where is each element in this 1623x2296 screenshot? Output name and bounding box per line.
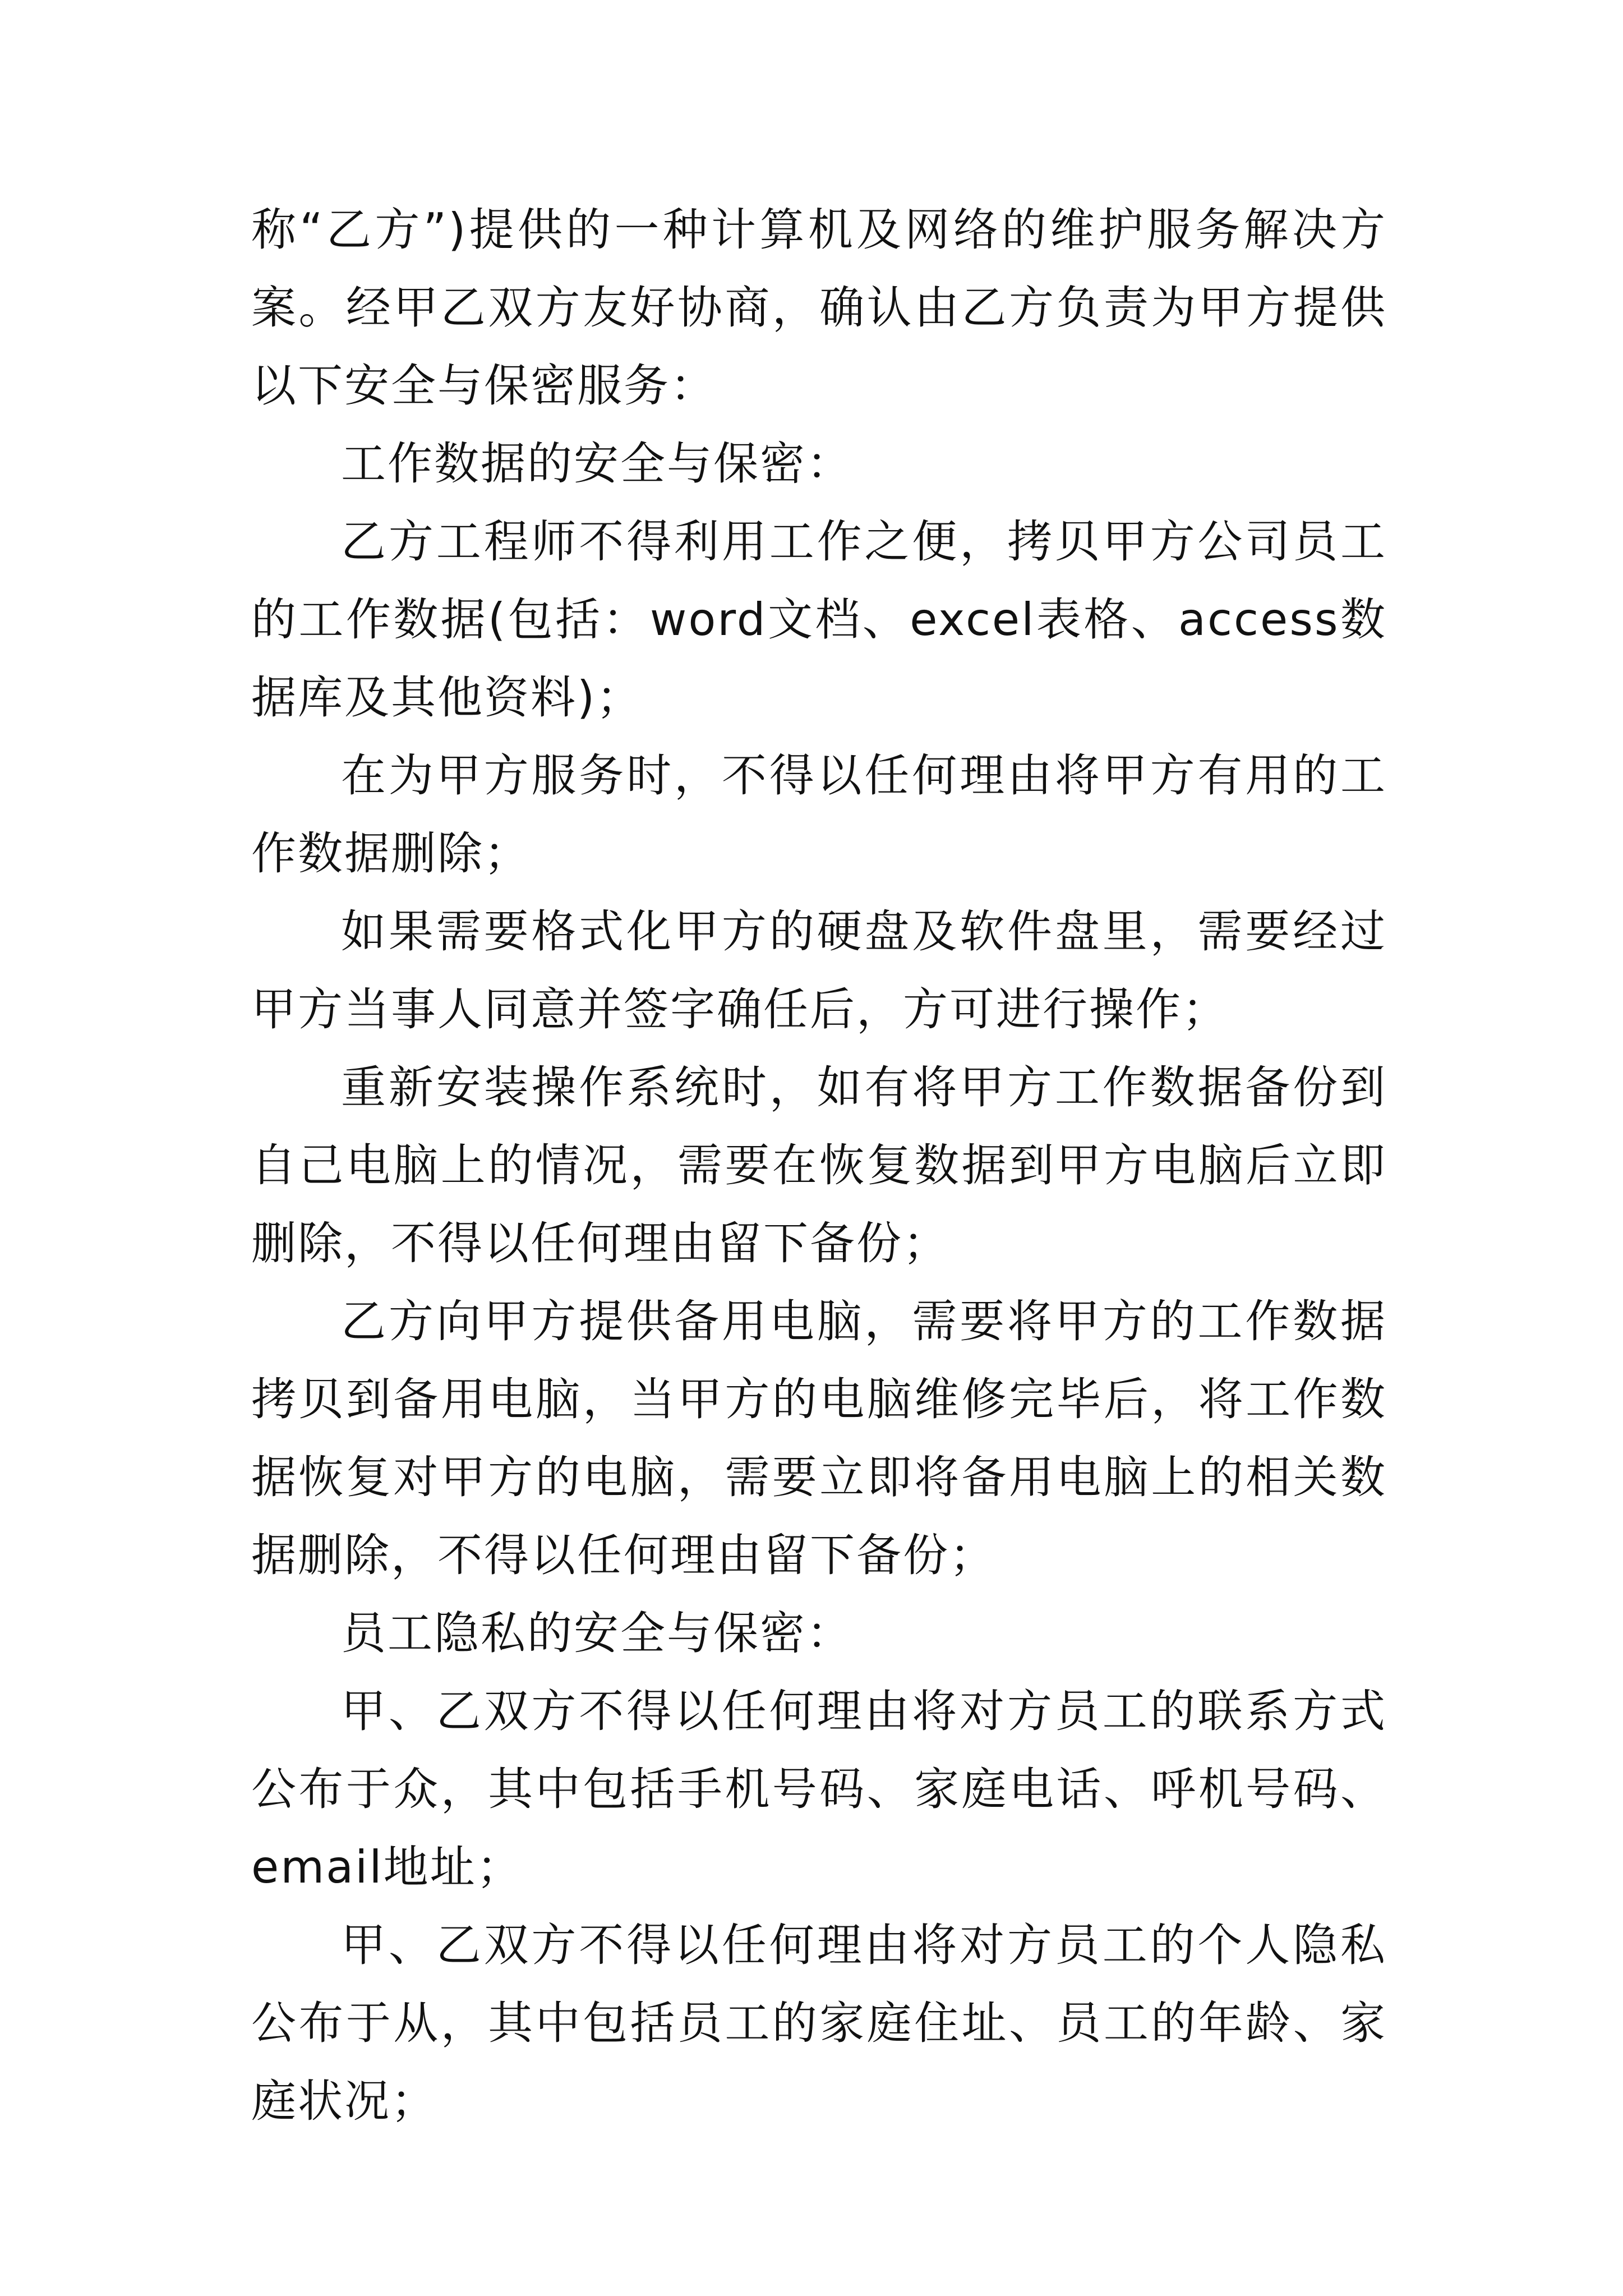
- paragraph-1: 称“乙方”)提供的一种计算机及网络的维护服务解决方案。经甲乙双方友好协商，确认由乙方负责为甲方提供以下安全与保密服务：: [251, 204, 1387, 412]
- paragraph-9: 甲、乙双方不得以任何理由将对方员工的联系方式公布于众，其中包括手机号码、家庭电话、呼机号码、email地址；: [251, 1685, 1387, 1893]
- document-body: [251, 191, 1387, 2140]
- paragraph-10: 甲、乙双方不得以任何理由将对方员工的个人隐私公布于从，其中包括员工的家庭住址、员工的年龄、家庭状况；: [251, 1919, 1387, 2127]
- paragraph-7: 乙方向甲方提供备用电脑，需要将甲方的工作数据拷贝到备用电脑，当甲方的电脑维修完毕后，将工作数据恢复对甲方的电脑，需要立即将备用电脑上的相关数据删除，不得以任何理由留下备份；: [251, 1295, 1387, 1581]
- paragraph-5: 如果需要格式化甲方的硬盘及软件盘里，需要经过甲方当事人同意并签字确任后，方可进行操作；: [251, 905, 1387, 1036]
- section-heading-employee-privacy: 员工隐私的安全与保密：: [341, 1607, 853, 1659]
- section-heading-work-data: 工作数据的安全与保密：: [341, 438, 853, 490]
- paragraph-6: 重新安装操作系统时，如有将甲方工作数据备份到自己电脑上的情况，需要在恢复数据到甲方电脑后立即删除，不得以任何理由留下备份；: [251, 1061, 1387, 1269]
- paragraph-4: 在为甲方服务时，不得以任何理由将甲方有用的工作数据删除；: [251, 749, 1387, 880]
- paragraph-3: 乙方工程师不得利用工作之便，拷贝甲方公司员工的工作数据(包括：word文档、excel表格、access数据库及其他资料)；: [251, 516, 1387, 724]
